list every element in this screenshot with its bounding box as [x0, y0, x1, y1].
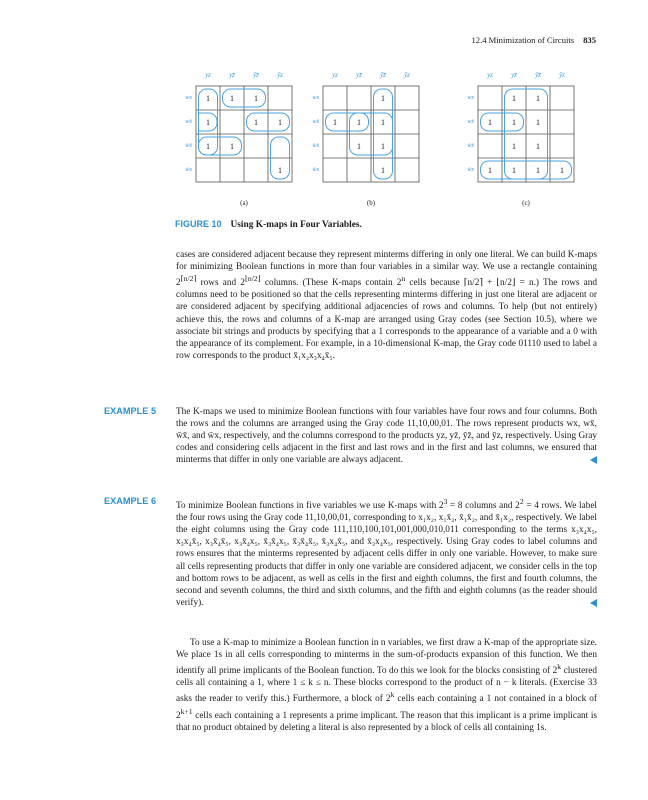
kmap-a-one-r2c4: 1	[278, 118, 282, 127]
kmap-c-grid	[458, 70, 578, 195]
example6-text-2: = 8 columns and 2	[447, 501, 520, 512]
figure-label: FIGURE 10	[175, 219, 222, 229]
kmap-b	[303, 70, 423, 230]
kmap-c-one-r1c3: 1	[536, 94, 540, 103]
kmap-b-row-label-4: w̄x	[312, 167, 319, 173]
kmap-c-col-label-1: yz	[487, 71, 493, 79]
kmap-a-col-label-2: yz̄	[229, 71, 235, 79]
kmap-a-row-label-2: wx̄	[185, 119, 192, 125]
final-sup-2: k	[390, 690, 395, 700]
kmap-b-one-r4c3: 1	[381, 166, 385, 175]
kmap-c-one-r3c2: 1	[512, 142, 516, 151]
end-of-example-icon	[590, 456, 597, 464]
kmap-a-one-r3c2: 1	[230, 142, 234, 151]
kmap-a-col-label-3: ȳz̄	[253, 71, 259, 79]
kmap-b-one-r2c1: 1	[333, 118, 337, 127]
kmap-a-one-r2c3: 1	[254, 118, 258, 127]
kmap-c-one-r3c3: 1	[536, 142, 540, 151]
kmap-a-one-r3c1: 1	[206, 142, 210, 151]
end-of-example-icon	[590, 599, 597, 607]
example5-body	[176, 406, 597, 466]
intro-sup-3: n	[401, 274, 406, 284]
intro-sup-1: ⌈n/2⌉	[180, 274, 197, 284]
kmap-c-one-r1c2: 1	[512, 94, 516, 103]
example6-text-1: To minimize Boolean functions in five variables we use K-maps with 2	[176, 501, 444, 512]
kmap-c-col-label-4: ȳz	[559, 71, 565, 79]
kmap-c-row-label-2: wx̄	[467, 119, 474, 125]
example5-label: EXAMPLE 5	[104, 406, 157, 416]
kmap-b-row-label-1: wx	[312, 95, 319, 101]
final-text-1: To use a K-map to minimize a Boolean function in n variables, we first draw a K-map of the appropriate size. We place 1s in all cells corresponding to minterms in the sum-of-products expansion of this function. We then identify all prime implicants of the Boolean function. To do this we look for the blocks consisting of 2	[176, 638, 597, 677]
kmap-c-one-r2c3: 1	[536, 118, 540, 127]
kmap-b-ones	[333, 94, 385, 175]
running-head-section: 12.4 Minimization of Circuits	[471, 35, 575, 45]
example6-label: EXAMPLE 6	[104, 496, 157, 506]
kmap-b-row-label-3: w̄x̄	[312, 143, 319, 149]
kmap-c-one-r2c1: 1	[488, 118, 492, 127]
kmap-c-row-label-1: wx	[467, 95, 474, 101]
intro-sup-2: ⌊n/2⌋	[244, 274, 261, 284]
kmap-c-one-r4c4: 1	[560, 166, 564, 175]
kmap-b-col-label-4: ȳz	[404, 71, 410, 79]
kmap-c-one-r4c2: 1	[512, 166, 516, 175]
figure-title: Using K-maps in Four Variables.	[230, 220, 362, 230]
kmap-b-col-label-3: ȳz̄	[380, 71, 386, 79]
intro-text-2: rows and 2	[196, 278, 245, 289]
kmap-a	[176, 70, 296, 230]
kmap-a-row-label-4: w̄x	[185, 167, 192, 173]
kmap-c-col-label-2: yz̄	[511, 71, 517, 79]
kmap-a-grid	[176, 70, 296, 195]
final-text-3: cells each containing a 1 not contained in a block of 2	[176, 694, 597, 721]
kmap-b-one-r2c3: 1	[381, 118, 385, 127]
figure-caption	[175, 219, 362, 230]
kmap-a-caption: (a)	[240, 199, 248, 207]
intro-text-3: columns. (These K-maps contain 2	[260, 278, 402, 289]
example6-sup-1: 3	[443, 497, 448, 506]
final-text-4: cells each containing a 1 represents a prime implicant. The reason that this implicant is a prime implicant is that no product obtained by deleting a literal is also represented by a block of cells all containing 1s.	[176, 710, 597, 733]
kmap-a-one-r4c4: 1	[278, 166, 282, 175]
kmap-b-one-r2c2: 1	[357, 118, 361, 127]
kmap-b-caption: (b)	[366, 199, 376, 207]
kmap-c	[458, 70, 578, 230]
intro-paragraph	[176, 249, 597, 362]
kmap-a-col-label-1: yz	[205, 71, 211, 79]
kmap-a-row-label-3: w̄x̄	[185, 143, 192, 149]
kmap-c-caption: (c)	[522, 199, 530, 207]
example6-sup-2: 2	[519, 497, 524, 506]
final-paragraph	[176, 637, 597, 734]
kmap-c-row-label-3: w̄x̄	[467, 143, 474, 149]
kmap-a-one-r2c1: 1	[206, 118, 210, 127]
kmap-b-grid	[303, 70, 423, 195]
kmap-c-one-r4c3: 1	[536, 166, 540, 175]
intro-text-4: cells because ⌈n/2⌉ + ⌊n/2⌋ = n.) The rows and columns need to be positioned so that the cells representing minterms differing in just one literal are adjacent or are considered adjacent by specifying additional adjacencies of rows and columns. To help (but not entirely) achieve this, the rows and columns of a K-map are arranged using Gray codes (see Section 10.5), where we associate bit strings and products by specifying that a 1 corresponds to the appearance of a variable and a 0 with the appearance of its complement. For example, in a 10-dimensional K-map, the Gray code 01110 used to label a row corresponds to the product x̄₁x₂x₃x₄x̄₅.	[176, 278, 597, 361]
example6-text-3: = 4 rows. We label the four rows using the Gray code 11,10,00,01, corresponding to x₁x₂, x₁x̄₂, x̄₁x̄₂, and x̄₁x₂, respectively. We label the eight columns using the Gray code 111,110,100,101,001,000,010,011 corresponding to the terms x₃x₄x₅, x₃x₄x̄₅, x₃x̄₄x̄₅, x₃x̄₄x₅, x̄₃x̄₄x₅, x̄₃x̄₄x̄₅, x̄₃x₄x̄₅, and x̄₃x₄x₅, respectively. Using Gray codes to label columns and rows ensures that the minterms represented by adjacent cells differ in only one variable. However, to make sure all cells representing products that differ in only one variable are considered adjacent, we consider cells in the top and bottom rows to be adjacent, as well as cells in the first and eighth columns, the first and fourth columns, the second and seventh columns, the third and sixth columns, and the fifth and eighth columns (as the reader should verify).	[176, 501, 597, 608]
kmap-b-one-r3c2: 1	[357, 142, 361, 151]
intro-text-1: cases are considered adjacent because they represent minterms differing in only one literal. We can build K-maps for minimizing Boolean functions in more than four variables in a similar way. We use a rectangle containing 2	[176, 250, 597, 289]
kmap-a-one-r1c3: 1	[254, 94, 258, 103]
kmap-c-one-r2c2: 1	[512, 118, 516, 127]
kmap-c-col-label-3: ȳz̄	[535, 71, 541, 79]
final-sup-3: k+1	[180, 706, 193, 716]
kmap-b-one-r3c3: 1	[381, 142, 385, 151]
running-head	[471, 35, 596, 45]
kmap-b-one-r1c3: 1	[381, 94, 385, 103]
example5-text: The K-maps we used to minimize Boolean functions with four variables have four rows and four columns. Both the rows and the columns are arranged using the Gray code 11,10,00,01. The rows represent products wx, wx̄, w̄x̄, and w̄x, respectively, and the columns correspond to the products yz, yz̄, ȳz̄, and ȳz, respectively. Using Gray codes and considering cells adjacent in the first and last rows and in the first and last columns, we ensured that minterms that differ in only one variable are always adjacent.	[176, 407, 597, 466]
kmap-b-row-label-2: wx̄	[312, 119, 319, 125]
page-number: 835	[583, 35, 596, 45]
example6-body	[176, 496, 597, 609]
kmap-a-col-label-4: ȳz	[277, 71, 283, 79]
kmap-a-one-r1c1: 1	[206, 94, 210, 103]
kmap-a-row-label-1: wx	[185, 95, 192, 101]
final-sup-1: k	[557, 662, 562, 672]
final-text-2: clustered cells all containing a 1, where 1 ≤ k ≤ n. These blocks correspond to the product of n − k literals. (Exercise 33 asks the reader to verify this.) Furthermore, a block of 2	[176, 666, 597, 705]
kmap-a-one-r1c2: 1	[230, 94, 234, 103]
kmap-b-col-label-1: yz	[332, 71, 338, 79]
kmap-b-col-label-2: yz̄	[356, 71, 362, 79]
kmap-c-one-r4c1: 1	[488, 166, 492, 175]
kmap-c-row-label-4: w̄x	[467, 167, 474, 173]
